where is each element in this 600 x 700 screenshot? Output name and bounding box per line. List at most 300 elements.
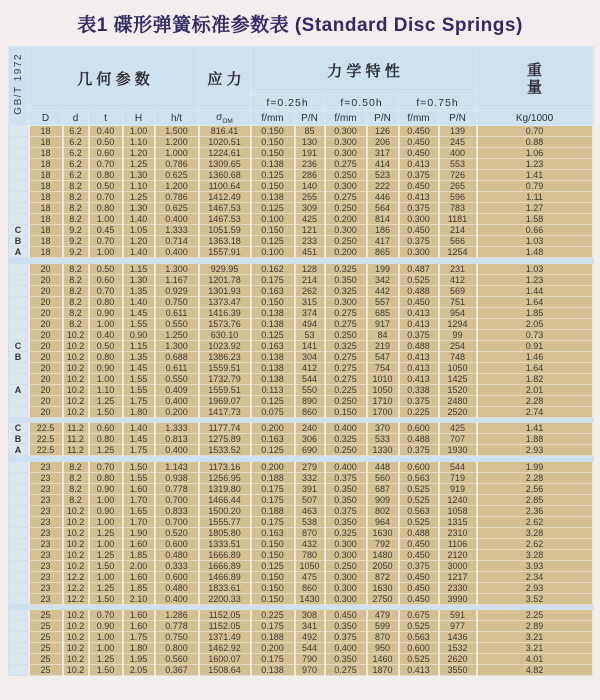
table-row: [9, 462, 593, 473]
data-cell: 909: [367, 494, 399, 505]
data-cell: 1373.47: [199, 296, 251, 307]
data-cell: 8.2: [63, 462, 89, 473]
data-cell: 1.80: [123, 643, 155, 654]
table-row: [9, 236, 593, 247]
table-row: [9, 538, 593, 549]
data-cell: 0.150: [251, 571, 295, 582]
data-cell: 20: [29, 264, 63, 275]
data-cell: 0.325: [325, 285, 367, 296]
data-cell: 754: [367, 362, 399, 373]
data-cell: 255: [295, 192, 325, 203]
data-cell: 0.125: [251, 203, 295, 214]
table-row: [9, 472, 593, 483]
data-cell: 18: [29, 137, 63, 148]
table-row: [9, 406, 593, 417]
data-cell: 550: [295, 384, 325, 395]
data-cell: 370: [367, 423, 399, 434]
data-cell: 8.2: [63, 214, 89, 225]
data-cell: 0.80: [89, 170, 123, 181]
data-cell: 3.28: [477, 527, 593, 538]
data-cell: 1.27: [477, 203, 593, 214]
data-cell: 0.400: [155, 445, 199, 456]
series-label-cell: [9, 621, 29, 632]
data-cell: 1256.95: [199, 472, 251, 483]
series-label-cell: A: [9, 384, 29, 395]
data-cell: 10.2: [63, 395, 89, 406]
data-cell: 0.300: [325, 181, 367, 192]
table-row: [9, 192, 593, 203]
data-cell: 1.85: [123, 582, 155, 593]
data-cell: 121: [295, 225, 325, 236]
series-label-cell: C: [9, 225, 29, 236]
data-cell: 20: [29, 285, 63, 296]
data-cell: 0.480: [155, 549, 199, 560]
table-row: [9, 274, 593, 285]
data-cell: 0.275: [325, 192, 367, 203]
data-cell: 0.367: [155, 665, 199, 676]
data-cell: 1833.61: [199, 582, 251, 593]
data-cell: 0.125: [251, 236, 295, 247]
data-cell: 0.450: [399, 296, 439, 307]
data-cell: 0.66: [477, 225, 593, 236]
data-cell: 860: [295, 406, 325, 417]
data-cell: 0.450: [399, 571, 439, 582]
table-row: [9, 137, 593, 148]
geometry-group-header: 几 何 参 数: [29, 47, 199, 111]
series-label-cell: [9, 159, 29, 170]
data-cell: 199: [367, 264, 399, 275]
data-cell: 0.138: [251, 192, 295, 203]
data-cell: 0.80: [89, 351, 123, 362]
data-cell: 1436: [439, 632, 477, 643]
series-label-cell: [9, 483, 29, 494]
data-cell: 1010: [367, 373, 399, 384]
data-cell: 2.89: [477, 621, 593, 632]
data-cell: 18: [29, 214, 63, 225]
data-cell: 1.15: [123, 340, 155, 351]
data-cell: 0.200: [155, 406, 199, 417]
data-cell: 8.2: [63, 472, 89, 483]
data-cell: 1.25: [89, 582, 123, 593]
table-row: [9, 296, 593, 307]
data-cell: 23: [29, 483, 63, 494]
data-cell: 10.2: [63, 632, 89, 643]
data-cell: 304: [295, 351, 325, 362]
data-cell: 25: [29, 621, 63, 632]
data-cell: 85: [295, 126, 325, 137]
series-label-cell: [9, 148, 29, 159]
series-label-cell: [9, 285, 29, 296]
data-cell: 0.150: [251, 181, 295, 192]
data-cell: 1.46: [477, 351, 593, 362]
data-cell: 1.65: [123, 505, 155, 516]
data-cell: 0.70: [89, 610, 123, 621]
data-cell: 412: [295, 362, 325, 373]
data-cell: 417: [367, 236, 399, 247]
data-cell: 20: [29, 384, 63, 395]
data-cell: 0.714: [155, 236, 199, 247]
weight-group-line1: 重: [527, 61, 543, 79]
data-cell: 0.138: [251, 159, 295, 170]
data-cell: 231: [439, 264, 477, 275]
data-cell: 950: [367, 643, 399, 654]
data-cell: 1.30: [123, 170, 155, 181]
data-cell: 8.2: [63, 181, 89, 192]
data-cell: 315: [295, 296, 325, 307]
data-cell: 0.60: [89, 274, 123, 285]
data-cell: 8.2: [63, 318, 89, 329]
data-cell: 1573.76: [199, 318, 251, 329]
data-cell: 1.50: [123, 462, 155, 473]
data-cell: 1.00: [89, 373, 123, 384]
data-cell: 18: [29, 159, 63, 170]
series-label-cell: [9, 494, 29, 505]
data-cell: 0.338: [399, 384, 439, 395]
data-cell: 1.200: [155, 137, 199, 148]
data-cell: 1870: [367, 665, 399, 676]
data-cell: 0.563: [399, 472, 439, 483]
data-cell: 599: [367, 621, 399, 632]
table-row: [9, 203, 593, 214]
table-row: [9, 483, 593, 494]
data-cell: 0.163: [251, 527, 295, 538]
data-cell: 1152.05: [199, 621, 251, 632]
data-cell: 1480: [367, 549, 399, 560]
data-cell: 0.275: [325, 373, 367, 384]
data-cell: 25: [29, 654, 63, 665]
data-cell: 0.275: [325, 362, 367, 373]
deflection-075-header: f=0.75h: [399, 95, 477, 111]
data-cell: 1666.89: [199, 549, 251, 560]
data-cell: 479: [367, 610, 399, 621]
data-cell: 1.143: [155, 462, 199, 473]
table-row: [9, 181, 593, 192]
data-cell: 1.35: [123, 285, 155, 296]
data-cell: 0.275: [325, 665, 367, 676]
data-cell: 1.10: [123, 137, 155, 148]
data-cell: 6.2: [63, 148, 89, 159]
data-cell: 707: [439, 434, 477, 445]
table-row: [9, 643, 593, 654]
data-cell: 317: [367, 148, 399, 159]
series-label-cell: B: [9, 351, 29, 362]
data-cell: 0.70: [89, 192, 123, 203]
data-cell: 0.350: [325, 494, 367, 505]
data-cell: 1.55: [123, 384, 155, 395]
data-cell: 1466.89: [199, 571, 251, 582]
data-cell: 0.100: [251, 214, 295, 225]
data-cell: 186: [367, 225, 399, 236]
col-header-f-075: f/mm: [399, 111, 439, 126]
data-cell: 0.40: [89, 329, 123, 340]
data-cell: 0.138: [251, 373, 295, 384]
data-cell: 10.2: [63, 560, 89, 571]
data-cell: 1.25: [89, 395, 123, 406]
series-label-cell: [9, 214, 29, 225]
data-cell: 1555.77: [199, 516, 251, 527]
data-cell: 1630: [367, 527, 399, 538]
data-cell: 0.225: [251, 610, 295, 621]
data-cell: 0.688: [155, 351, 199, 362]
data-cell: 0.250: [325, 170, 367, 181]
data-cell: 751: [439, 296, 477, 307]
table-header: [9, 47, 593, 126]
data-cell: 0.70: [89, 236, 123, 247]
data-cell: 265: [439, 181, 477, 192]
data-cell: 2.28: [477, 395, 593, 406]
data-cell: 6.2: [63, 137, 89, 148]
data-cell: 0.375: [399, 445, 439, 456]
data-cell: 1557.91: [199, 247, 251, 258]
data-cell: 1559.51: [199, 362, 251, 373]
series-label-cell: B: [9, 434, 29, 445]
data-cell: 1275.89: [199, 434, 251, 445]
data-cell: 0.350: [325, 483, 367, 494]
data-cell: 0.150: [251, 549, 295, 560]
data-cell: 1.25: [123, 159, 155, 170]
data-cell: 1412.49: [199, 192, 251, 203]
data-cell: 0.786: [155, 159, 199, 170]
data-cell: 10.2: [63, 549, 89, 560]
data-cell: 1.75: [123, 445, 155, 456]
data-cell: 309: [295, 203, 325, 214]
data-cell: 0.400: [155, 214, 199, 225]
table-row: [9, 264, 593, 275]
data-cell: 1106: [439, 538, 477, 549]
data-cell: 1.99: [477, 462, 593, 473]
data-cell: 553: [439, 159, 477, 170]
data-cell: 425: [295, 214, 325, 225]
data-cell: 533: [367, 434, 399, 445]
data-cell: 1.25: [123, 192, 155, 203]
data-cell: 0.525: [399, 516, 439, 527]
data-cell: 6.2: [63, 170, 89, 181]
data-cell: 0.325: [325, 264, 367, 275]
data-cell: 20: [29, 362, 63, 373]
col-header-p-075: P/N: [439, 111, 477, 126]
table-row: [9, 665, 593, 676]
data-cell: 0.325: [325, 434, 367, 445]
series-label-cell: [9, 560, 29, 571]
series-label-cell: [9, 571, 29, 582]
data-cell: 1.75: [123, 395, 155, 406]
data-cell: 126: [367, 126, 399, 137]
data-cell: 0.625: [155, 170, 199, 181]
data-cell: 18: [29, 247, 63, 258]
data-cell: 0.150: [251, 296, 295, 307]
data-cell: 954: [439, 307, 477, 318]
data-cell: 22.5: [29, 445, 63, 456]
data-cell: 690: [295, 445, 325, 456]
data-cell: 0.200: [251, 423, 295, 434]
data-cell: 286: [295, 170, 325, 181]
data-cell: 1363.18: [199, 236, 251, 247]
data-cell: 0.300: [325, 137, 367, 148]
data-cell: 279: [295, 462, 325, 473]
data-cell: 1023.92: [199, 340, 251, 351]
data-cell: 0.300: [325, 148, 367, 159]
data-cell: 2480: [439, 395, 477, 406]
data-cell: 860: [295, 582, 325, 593]
data-cell: 0.525: [399, 494, 439, 505]
data-cell: 2.25: [477, 610, 593, 621]
data-cell: 1.90: [123, 527, 155, 538]
data-cell: 10.2: [63, 340, 89, 351]
data-cell: 25: [29, 610, 63, 621]
table-row: [9, 560, 593, 571]
data-cell: 1173.16: [199, 462, 251, 473]
data-cell: 8.2: [63, 494, 89, 505]
data-cell: 0.488: [399, 340, 439, 351]
data-cell: 0.611: [155, 362, 199, 373]
column-header-row: [9, 111, 593, 126]
data-cell: 0.520: [155, 527, 199, 538]
data-cell: 0.275: [325, 318, 367, 329]
weight-group-line2: 量: [527, 78, 543, 96]
data-cell: 0.250: [325, 395, 367, 406]
table-row: [9, 582, 593, 593]
table-row: [9, 247, 593, 258]
data-cell: 0.375: [325, 505, 367, 516]
series-label-cell: C: [9, 423, 29, 434]
data-cell: 0.300: [325, 571, 367, 582]
data-cell: 0.138: [251, 351, 295, 362]
data-cell: 414: [367, 159, 399, 170]
data-cell: 1.25: [89, 445, 123, 456]
data-cell: 1.20: [123, 236, 155, 247]
data-cell: 0.525: [399, 654, 439, 665]
data-cell: 23: [29, 571, 63, 582]
data-cell: 494: [295, 318, 325, 329]
data-cell: 1.48: [477, 247, 593, 258]
data-cell: 0.70: [477, 126, 593, 137]
data-cell: 0.91: [477, 340, 593, 351]
data-cell: 0.73: [477, 329, 593, 340]
data-cell: 1630: [367, 582, 399, 593]
data-cell: 1.55: [123, 373, 155, 384]
data-cell: 1.286: [155, 610, 199, 621]
data-cell: 262: [295, 285, 325, 296]
data-cell: 0.563: [399, 632, 439, 643]
data-cell: 0.163: [251, 340, 295, 351]
data-cell: 0.175: [251, 274, 295, 285]
data-cell: 10.2: [63, 621, 89, 632]
data-cell: 1.00: [89, 643, 123, 654]
data-cell: 222: [367, 181, 399, 192]
data-cell: 0.375: [399, 170, 439, 181]
data-cell: 560: [367, 472, 399, 483]
col-header-sigma: [199, 111, 251, 126]
data-cell: 0.525: [399, 274, 439, 285]
data-cell: 3.21: [477, 632, 593, 643]
data-cell: 240: [295, 423, 325, 434]
data-cell: 0.200: [251, 643, 295, 654]
data-cell: 130: [295, 137, 325, 148]
series-label-cell: [9, 406, 29, 417]
data-cell: 557: [367, 296, 399, 307]
series-label-cell: [9, 610, 29, 621]
data-cell: 1177.74: [199, 423, 251, 434]
data-cell: 1.88: [477, 434, 593, 445]
data-cell: 2.05: [123, 665, 155, 676]
data-cell: 1.58: [477, 214, 593, 225]
data-cell: 0.778: [155, 483, 199, 494]
data-cell: 1.00: [89, 214, 123, 225]
data-cell: 0.60: [89, 423, 123, 434]
data-cell: 1.250: [155, 329, 199, 340]
data-cell: 0.560: [155, 654, 199, 665]
data-cell: 1532: [439, 643, 477, 654]
data-cell: 10.2: [63, 373, 89, 384]
data-cell: 1467.53: [199, 214, 251, 225]
data-cell: 25: [29, 643, 63, 654]
data-cell: 2120: [439, 549, 477, 560]
data-cell: 2.01: [477, 384, 593, 395]
data-cell: 0.778: [155, 621, 199, 632]
data-cell: 10.2: [63, 362, 89, 373]
data-cell: 0.275: [325, 351, 367, 362]
data-cell: 1.30: [123, 203, 155, 214]
data-cell: 11.2: [63, 423, 89, 434]
data-cell: 1.10: [89, 384, 123, 395]
data-cell: 2.05: [477, 318, 593, 329]
data-cell: 1.25: [89, 549, 123, 560]
data-cell: 0.487: [399, 264, 439, 275]
data-cell: 0.88: [477, 137, 593, 148]
data-cell: 0.813: [155, 434, 199, 445]
data-cell: 1.45: [123, 362, 155, 373]
table-row: [9, 126, 593, 137]
data-cell: 0.175: [251, 494, 295, 505]
data-cell: 0.400: [155, 247, 199, 258]
data-cell: 1.50: [89, 593, 123, 604]
data-cell: 0.250: [325, 203, 367, 214]
data-cell: 1294: [439, 318, 477, 329]
data-cell: 219: [367, 340, 399, 351]
data-cell: 1.00: [89, 247, 123, 258]
data-cell: 0.163: [251, 285, 295, 296]
data-cell: 0.175: [251, 483, 295, 494]
data-cell: 20: [29, 296, 63, 307]
data-cell: 8.2: [63, 285, 89, 296]
data-cell: 23: [29, 505, 63, 516]
data-cell: 1533.52: [199, 445, 251, 456]
data-cell: 20: [29, 406, 63, 417]
data-cell: 2750: [367, 593, 399, 604]
data-cell: 544: [295, 373, 325, 384]
data-cell: 206: [367, 137, 399, 148]
series-label-cell: [9, 665, 29, 676]
data-cell: 0.488: [399, 527, 439, 538]
data-cell: 1.333: [155, 423, 199, 434]
series-label-cell: [9, 362, 29, 373]
data-cell: 0.70: [89, 285, 123, 296]
data-cell: 0.350: [325, 621, 367, 632]
data-cell: 0.350: [325, 274, 367, 285]
data-cell: 544: [439, 462, 477, 473]
data-cell: 2.62: [477, 538, 593, 549]
data-cell: 569: [439, 285, 477, 296]
data-cell: 1.000: [155, 148, 199, 159]
series-label-cell: [9, 373, 29, 384]
data-cell: 1.75: [123, 632, 155, 643]
data-cell: 1.300: [155, 264, 199, 275]
series-label-cell: [9, 318, 29, 329]
data-cell: 0.375: [399, 236, 439, 247]
weight-group-header: [477, 47, 593, 111]
data-cell: 0.50: [89, 181, 123, 192]
data-cell: 1.70: [123, 516, 155, 527]
